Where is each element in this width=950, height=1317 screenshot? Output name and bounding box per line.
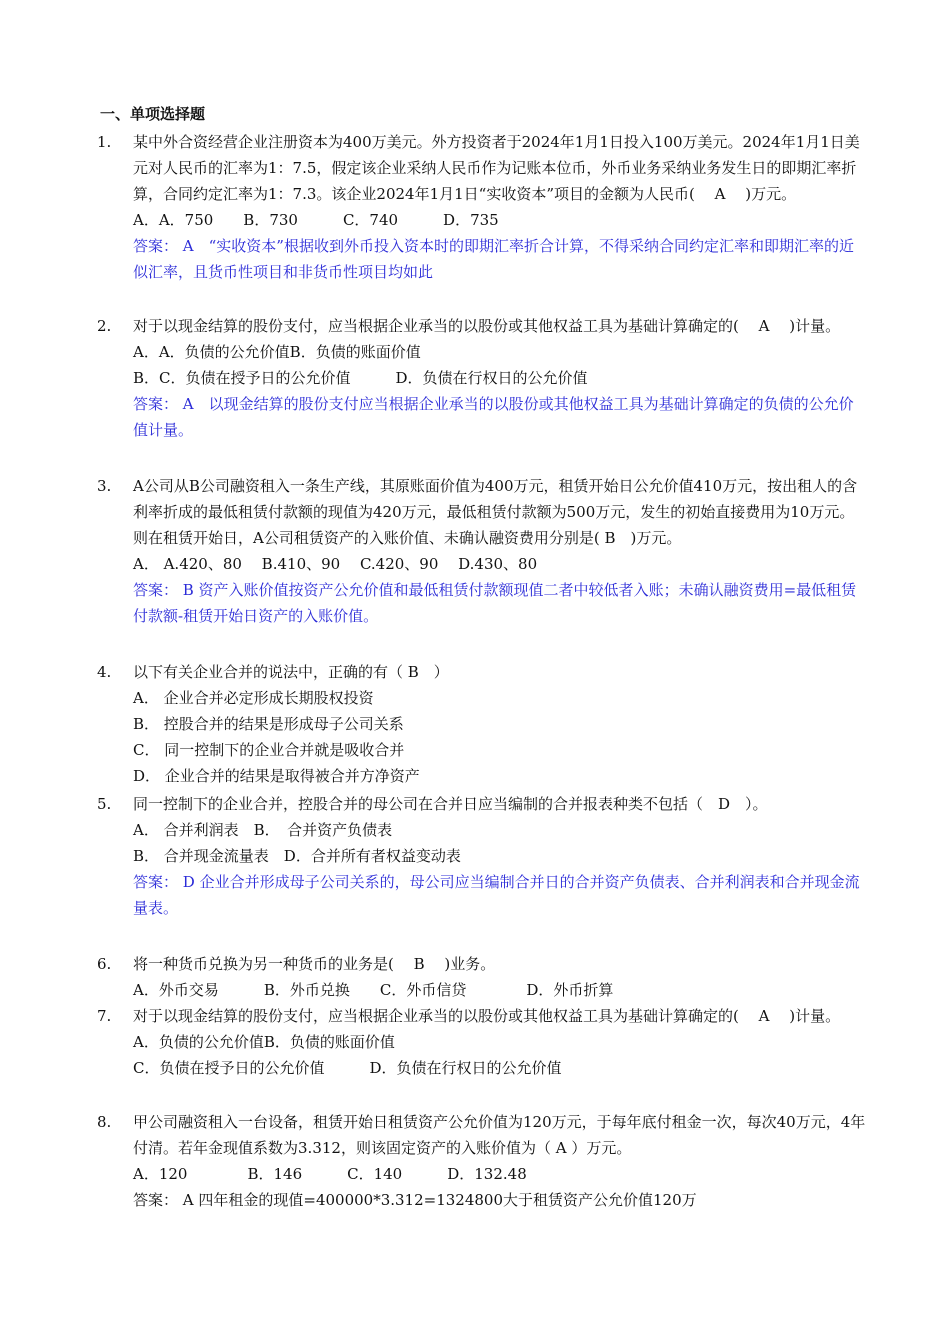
question-7 (97, 1003, 867, 1081)
question-6 (97, 951, 867, 1003)
question-number: 8. (97, 1113, 112, 1131)
question-options: A．A．负债的公允价值B．负债的账面价值 (133, 343, 421, 361)
question-options: A．A．750 B．730 C．740 D．735 (133, 211, 499, 229)
question-options: A． A.420、80 B.410、90 C.420、90 D.430、80 (133, 555, 538, 573)
question-8 (97, 1109, 867, 1213)
question-number: 5. (97, 795, 112, 813)
question-stem: 甲公司融资租入一台设备，租赁开始日租赁资产公允价值为120万元，于每年底付租金一次，每次40万元，4年付清。若年金现值系数为3.312，则该固定资产的入账价值为（ A ）万元。 (133, 1113, 866, 1157)
answer-explanation: 答案： A 以现金结算的股份支付应当根据企业承当的以股份或其他权益工具为基础计算确定的负债的公允价值计量。 (133, 395, 854, 439)
question-number: 4. (97, 663, 112, 681)
question-options: B．C．负债在授予日的公允价值 D．负债在行权日的公允价值 (133, 369, 588, 387)
question-1 (97, 129, 867, 285)
question-options: A．负债的公允价值B．负债的账面价值 (133, 1033, 395, 1051)
question-options: C．负债在授予日的公允价值 D．负债在行权日的公允价值 (133, 1059, 562, 1077)
question-options: A． 合并利润表 B． 合并资产负债表 (133, 821, 393, 839)
question-number: 7. (97, 1007, 112, 1025)
question-stem: 某中外合资经营企业注册资本为400万美元。外方投资者于2024年1月1日投入100万美元。2024年1月1日美元对人民币的汇率为1：7.5，假定该企业采纳人民币作为记账本位币，外币业务采纳业务发生日的即期汇率折算，合同约定汇率为1：7.3。该企业2024年1月1日“实收资本”项目的金额为人民币( A )万元。 (133, 133, 860, 203)
question-stem: 对于以现金结算的股份支付，应当根据企业承当的以股份或其他权益工具为基础计算确定的( A )计量。 (133, 317, 841, 335)
question-number: 3. (97, 477, 112, 495)
question-options: B． 合并现金流量表 D．合并所有者权益变动表 (133, 847, 461, 865)
question-stem: 以下有关企业合并的说法中，正确的有（ B ） (133, 663, 449, 681)
question-3 (97, 473, 867, 629)
question-options: A．外币交易 B．外币兑换 C．外币信贷 D．外币折算 (133, 981, 614, 999)
question-options: D． 企业合并的结果是取得被合并方净资产 (133, 767, 420, 785)
question-stem: 对于以现金结算的股份支付，应当根据企业承当的以股份或其他权益工具为基础计算确定的( A )计量。 (133, 1007, 841, 1025)
question-options: A．120 B．146 C．140 D．132.48 (133, 1165, 527, 1183)
question-number: 2. (97, 317, 112, 335)
question-number: 1. (97, 133, 112, 151)
answer-explanation: 答案： A 四年租金的现值=400000*3.312=1324800大于租赁资产公允价值120万 (133, 1191, 697, 1209)
answer-explanation: 答案： B 资产入账价值按资产公允价值和最低租赁付款额现值二者中较低者入账；未确认融资费用=最低租赁付款额-租赁开始日资产的入账价值。 (133, 581, 857, 625)
section-title: 一、单项选择题 (100, 105, 206, 123)
question-stem: 同一控制下的企业合并，控股合并的母公司在合并日应当编制的合并报表种类不包括（ D ）。 (133, 795, 768, 813)
question-2 (97, 313, 867, 443)
answer-explanation: 答案： A “实收资本”根据收到外币投入资本时的即期汇率折合计算，不得采纳合同约定汇率和即期汇率的近似汇率，且货币性项目和非货币性项目均如此 (133, 237, 854, 281)
question-stem: 将一种货币兑换为另一种货币的业务是( B )业务。 (133, 955, 496, 973)
question-options: B． 控股合并的结果是形成母子公司关系 (133, 715, 404, 733)
question-4 (97, 659, 867, 789)
question-stem: A公司从B公司融资租入一条生产线，其原账面价值为400万元，租赁开始日公允价值410万元，按出租人的含利率折成的最低租赁付款额的现值为420万元，最低租赁付款额为500万元，发生的初始直接费用为10万元。则在租赁开始日，A公司租赁资产的入账价值、未确认融资费用分别是( B )万元。 (133, 477, 858, 547)
question-options: A． 企业合并必定形成长期股权投资 (133, 689, 374, 707)
question-5 (97, 791, 867, 921)
answer-explanation: 答案： D 企业合并形成母子公司关系的，母公司应当编制合并日的合并资产负债表、合并利润表和合并现金流量表。 (133, 873, 860, 917)
question-options: C． 同一控制下的企业合并就是吸收合并 (133, 741, 405, 759)
question-number: 6. (97, 955, 112, 973)
